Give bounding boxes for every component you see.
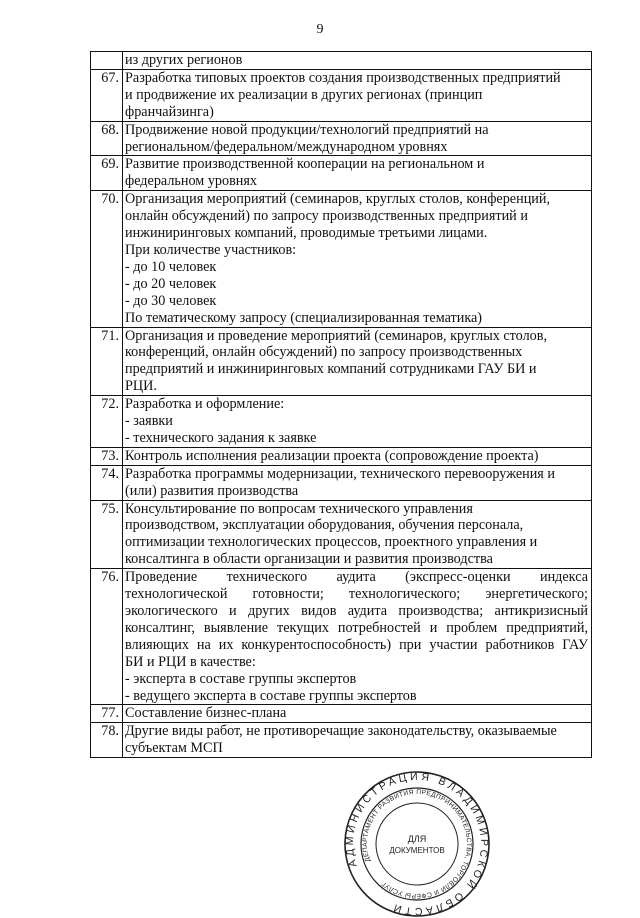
table-row (91, 121, 592, 156)
table-row (91, 52, 592, 70)
row-number: 70. (91, 191, 123, 327)
description-line: Контроль исполнения реализации проекта (сопровождение проекта) (125, 447, 539, 464)
row-description (123, 500, 592, 569)
description-line: технологической готовности; технологического; энергетического; (125, 586, 588, 603)
table-row (91, 191, 592, 327)
row-number: 68. (91, 121, 123, 156)
table-row (91, 723, 592, 758)
table-row (91, 69, 592, 121)
description-line: оптимизации технологических процессов, проектного управления и (125, 534, 538, 551)
description-line: франчайзинга) (125, 103, 214, 120)
row-description (123, 705, 592, 723)
services-table-body (91, 52, 592, 758)
table-row (91, 705, 592, 723)
description-line: Проведение технического аудита (экспресс-оценки индекса (125, 569, 588, 586)
description-line: - заявки (125, 413, 173, 430)
table-row (91, 465, 592, 500)
row-number: 72. (91, 396, 123, 448)
row-description (123, 156, 592, 191)
description-line: Составление бизнес-плана (125, 705, 287, 722)
description-line: из других регионов (125, 52, 243, 68)
description-line: (или) развития производства (125, 482, 299, 499)
seal-center-line2: ДОКУМЕНТОВ (389, 846, 445, 855)
row-number: 74. (91, 465, 123, 500)
description-line: консалтинга в области организации и развития производства (125, 551, 493, 568)
row-description (123, 121, 592, 156)
description-line: По тематическому запросу (специализированная тематика) (125, 309, 483, 326)
row-number (91, 52, 123, 70)
seal-outer-text: АДМИНИСТРАЦИЯ ВЛАДИМИРСКОЙ ОБЛАСТИ (343, 770, 491, 918)
services-table (90, 51, 592, 758)
description-line: Развитие производственной кооперации на региональном и (125, 156, 485, 173)
row-number: 71. (91, 327, 123, 396)
row-number: 75. (91, 500, 123, 569)
official-seal (343, 770, 491, 918)
description-line: Другие виды работ, не противоречащие законодательству, оказываемые (125, 723, 557, 740)
table-row (91, 327, 592, 396)
table-row (91, 500, 592, 569)
table-row (91, 447, 592, 465)
row-description (123, 465, 592, 500)
description-line: Разработка программы модернизации, технического перевооружения и (125, 465, 555, 482)
description-line: Организация и проведение мероприятий (семинаров, круглых столов, (125, 327, 548, 344)
row-description (123, 569, 592, 705)
description-line: инжиниринговых компаний, проводимые третьими лицами. (125, 225, 488, 242)
description-line: Продвижение новой продукции/технологий предприятий на (125, 121, 489, 138)
page-number: 9 (316, 22, 324, 37)
description-line: федеральном уровнях (125, 173, 258, 190)
description-line: экологического и других видов аудита производства; антикризисный (125, 603, 588, 619)
description-line: - ведущего эксперта в составе группы экспертов (125, 687, 417, 704)
table-row (91, 569, 592, 705)
row-description (123, 69, 592, 121)
description-line: - технического задания к заявке (125, 429, 317, 446)
table-row (91, 396, 592, 448)
description-line: Консультирование по вопросам технического управления (125, 500, 473, 517)
description-line: и продвижение их реализации в других регионах (принцип (125, 86, 483, 103)
description-line: - до 10 человек (125, 258, 217, 275)
description-line: РЦИ. (125, 378, 157, 395)
description-line: Организация мероприятий (семинаров, круглых столов, конференций, (125, 191, 551, 208)
row-description (123, 447, 592, 465)
description-line: консалтинг, выявление текущих потребностей и проблем предприятий, (125, 619, 588, 636)
description-line: Разработка и оформление: (125, 396, 285, 413)
row-number: 73. (91, 447, 123, 465)
seal-center-line1: ДЛЯ (407, 834, 427, 844)
description-line: - до 30 человек (125, 292, 217, 309)
row-number: 76. (91, 569, 123, 705)
description-line: При количестве участников: (125, 241, 297, 258)
row-description (123, 327, 592, 396)
description-line: Разработка типовых проектов создания производственных предприятий (125, 69, 561, 86)
seal-inner-text: ДЕПАРТАМЕНТ РАЗВИТИЯ ПРЕДПРИНИМАТЕЛЬСТВА, ТОРГОВЛИ И СФЕРЫ УСЛУГ (361, 788, 473, 900)
row-number: 67. (91, 69, 123, 121)
description-line: БИ и РЦИ в качестве: (125, 653, 256, 670)
row-number: 78. (91, 723, 123, 758)
description-line: онлайн обсуждений) по запросу производственных предприятий и (125, 208, 528, 225)
row-description (123, 723, 592, 758)
description-line: предприятий и инжиниринговых компаний сотрудниками ГАУ БИ и (125, 361, 537, 378)
row-number: 69. (91, 156, 123, 191)
row-description (123, 396, 592, 448)
description-line: производством, эксплуатации оборудования, обучения персонала, (125, 517, 524, 534)
description-line: региональном/федеральном/международном уровнях (125, 138, 448, 155)
description-line: влияющих на их конкурентоспособность) при участии работников ГАУ (125, 636, 588, 653)
description-line: субъектам МСП (125, 740, 223, 757)
table-row (91, 156, 592, 191)
row-number: 77. (91, 705, 123, 723)
description-line: - до 20 человек (125, 275, 217, 292)
description-line: - эксперта в составе группы экспертов (125, 670, 357, 687)
description-line: конференций, онлайн обсуждений) по запросу производственных (125, 344, 523, 361)
row-description (123, 191, 592, 327)
row-description (123, 52, 592, 70)
